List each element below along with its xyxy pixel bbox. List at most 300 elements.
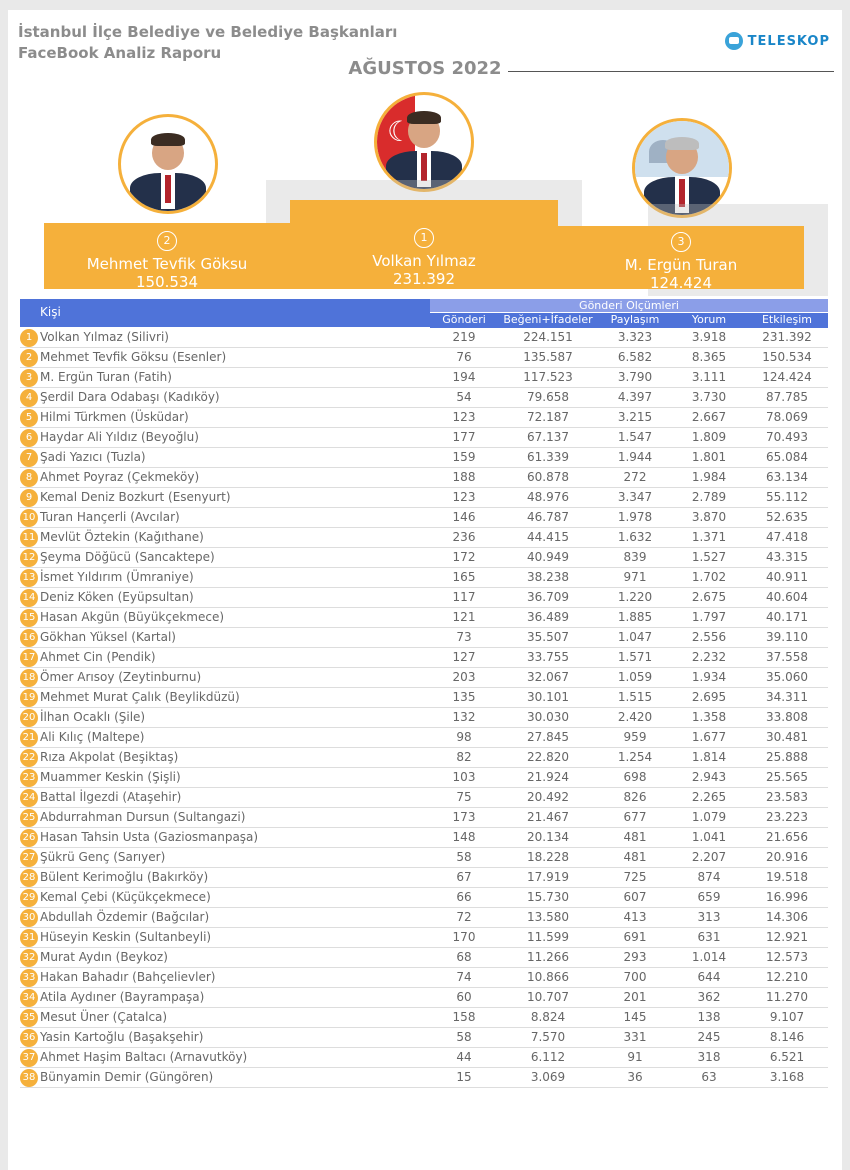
- podium-name: Volkan Yılmaz: [372, 252, 476, 270]
- person-name: Şeyma Döğücü (Sancaktepe): [40, 550, 215, 564]
- rank-badge: 28: [20, 869, 38, 887]
- person-name: Hüseyin Keskin (Sultanbeyli): [40, 930, 212, 944]
- cell-value: 82: [456, 750, 472, 764]
- person-name: Mesut Üner (Çatalca): [40, 1010, 168, 1024]
- person-name: Ömer Arısoy (Zeytinburnu): [40, 670, 202, 684]
- cell-value: 3.347: [617, 490, 653, 504]
- person-name: Turan Hançerli (Avcılar): [40, 510, 180, 524]
- cell-value: 1.809: [691, 430, 727, 444]
- cell-value: 158: [452, 1010, 476, 1024]
- cell-value: 231.392: [762, 330, 812, 344]
- person-name: Bülent Kerimoğlu (Bakırköy): [40, 870, 209, 884]
- person-name: Abdullah Özdemir (Bağcılar): [40, 910, 210, 924]
- cell-value: 839: [623, 550, 647, 564]
- cell-value: 700: [623, 970, 647, 984]
- table-row: [20, 408, 828, 428]
- cell-value: 127: [452, 650, 476, 664]
- cell-value: 177: [452, 430, 476, 444]
- cell-value: 11.599: [527, 930, 569, 944]
- cell-value: 67.137: [527, 430, 569, 444]
- table-row: [20, 788, 828, 808]
- table-row: [20, 1068, 828, 1088]
- person-name: Rıza Akpolat (Beşiktaş): [40, 750, 179, 764]
- cell-value: 33.755: [527, 650, 569, 664]
- cell-value: 40.911: [766, 570, 808, 584]
- cell-value: 36.489: [527, 610, 569, 624]
- rank-badge: 14: [20, 589, 38, 607]
- cell-value: 35.507: [527, 630, 569, 644]
- cell-value: 188: [452, 470, 476, 484]
- rank-badge: 38: [20, 1069, 38, 1087]
- cell-value: 46.787: [527, 510, 569, 524]
- cell-value: 313: [697, 910, 721, 924]
- cell-value: 2.789: [691, 490, 727, 504]
- cell-value: 40.949: [527, 550, 569, 564]
- report-month: AĞUSTOS 2022: [8, 58, 842, 79]
- cell-value: 159: [452, 450, 476, 464]
- cell-value: 481: [623, 850, 647, 864]
- cell-value: 138: [697, 1010, 721, 1024]
- cell-value: 91: [627, 1050, 643, 1064]
- rank-badge: 25: [20, 809, 38, 827]
- cell-value: 21.924: [527, 770, 569, 784]
- podium-name: M. Ergün Turan: [624, 256, 738, 274]
- podium-rank-2: [44, 223, 290, 289]
- rank-badge: 35: [20, 1009, 38, 1027]
- table-row: [20, 928, 828, 948]
- cell-value: 30.101: [527, 690, 569, 704]
- cell-value: 201: [623, 990, 647, 1004]
- table-row: [20, 748, 828, 768]
- cell-value: 150.534: [762, 350, 812, 364]
- col-yorum: Yorum: [691, 313, 727, 326]
- person-name: Murat Aydın (Beykoz): [40, 950, 168, 964]
- table-row: [20, 548, 828, 568]
- rank-badge: 5: [20, 409, 38, 427]
- cell-value: 1.059: [617, 670, 653, 684]
- cell-value: 1.527: [691, 550, 727, 564]
- rank-badge: 16: [20, 629, 38, 647]
- cell-value: 52.635: [766, 510, 808, 524]
- person-name: Bünyamin Demir (Güngören): [40, 1070, 214, 1084]
- teleskop-logo: [725, 32, 830, 50]
- table-row: [20, 328, 828, 348]
- cell-value: 224.151: [523, 330, 573, 344]
- cell-value: 293: [623, 950, 647, 964]
- person-name: Hilmi Türkmen (Üsküdar): [40, 410, 189, 424]
- person-name: Mehmet Murat Çalık (Beylikdüzü): [40, 690, 240, 704]
- telescope-icon: [725, 32, 743, 50]
- table-row: [20, 388, 828, 408]
- podium-value: 231.392: [392, 270, 456, 288]
- cell-value: 6.112: [530, 1050, 566, 1064]
- cell-value: 63: [701, 1070, 717, 1084]
- cell-value: 10.707: [527, 990, 569, 1004]
- cell-value: 1.978: [617, 510, 653, 524]
- logo-text: TELESKOP: [747, 33, 830, 49]
- rank-badge: 13: [20, 569, 38, 587]
- cell-value: 60.878: [527, 470, 569, 484]
- cell-value: 165: [452, 570, 476, 584]
- cell-value: 20.492: [527, 790, 569, 804]
- rank-badge: 12: [20, 549, 38, 567]
- rank-number: 1: [414, 228, 434, 248]
- table-row: [20, 808, 828, 828]
- rank-badge: 22: [20, 749, 38, 767]
- rank-badge: 36: [20, 1029, 38, 1047]
- cell-value: 481: [623, 830, 647, 844]
- table-row: [20, 568, 828, 588]
- table-row: [20, 1048, 828, 1068]
- table-row: [20, 728, 828, 748]
- cell-value: 2.556: [691, 630, 727, 644]
- cell-value: 3.111: [691, 370, 727, 384]
- cell-value: 8.824: [530, 1010, 566, 1024]
- rank-badge: 1: [20, 329, 38, 347]
- rank-badge: 34: [20, 989, 38, 1007]
- cell-value: 135: [452, 690, 476, 704]
- cell-value: 43.315: [766, 550, 808, 564]
- rank-badge: 2: [20, 349, 38, 367]
- rank-badge: 10: [20, 509, 38, 527]
- table-row: [20, 448, 828, 468]
- rank-badge: 6: [20, 429, 38, 447]
- person-name: İsmet Yıldırım (Ümraniye): [40, 570, 194, 584]
- rank-badge: 11: [20, 529, 38, 547]
- col-paylasim: Paylaşım: [610, 313, 660, 326]
- avatar-rank-1: [374, 92, 474, 192]
- table-row: [20, 488, 828, 508]
- table-row: [20, 628, 828, 648]
- cell-value: 22.820: [527, 750, 569, 764]
- rank-badge: 15: [20, 609, 38, 627]
- cell-value: 826: [623, 790, 647, 804]
- cell-value: 15: [456, 1070, 472, 1084]
- table-row: [20, 648, 828, 668]
- cell-value: 40.171: [766, 610, 808, 624]
- cell-value: 15.730: [527, 890, 569, 904]
- table-header: [20, 299, 828, 327]
- table-row: [20, 868, 828, 888]
- cell-value: 145: [623, 1010, 647, 1024]
- person-name: Ali Kılıç (Maltepe): [40, 730, 145, 744]
- cell-value: 1.515: [617, 690, 653, 704]
- cell-value: 12.921: [766, 930, 808, 944]
- cell-value: 644: [697, 970, 721, 984]
- cell-value: 36.709: [527, 590, 569, 604]
- cell-value: 1.814: [691, 750, 727, 764]
- cell-value: 54: [456, 390, 472, 404]
- person-name: Mevlüt Öztekin (Kağıthane): [40, 530, 204, 544]
- rank-badge: 19: [20, 689, 38, 707]
- cell-value: 73: [456, 630, 472, 644]
- cell-value: 1.944: [617, 450, 653, 464]
- cell-value: 725: [623, 870, 647, 884]
- cell-value: 172: [452, 550, 476, 564]
- rank-badge: 31: [20, 929, 38, 947]
- cell-value: 20.916: [766, 850, 808, 864]
- cell-value: 691: [623, 930, 647, 944]
- cell-value: 1.547: [617, 430, 653, 444]
- cell-value: 874: [697, 870, 721, 884]
- cell-value: 66: [456, 890, 472, 904]
- rank-badge: 3: [20, 369, 38, 387]
- cell-value: 219: [452, 330, 476, 344]
- cell-value: 21.656: [766, 830, 808, 844]
- cell-value: 44: [456, 1050, 472, 1064]
- header-metrics: [430, 299, 828, 327]
- cell-value: 2.420: [617, 710, 653, 724]
- cell-value: 117: [452, 590, 476, 604]
- cell-value: 173: [452, 810, 476, 824]
- cell-value: 98: [456, 730, 472, 744]
- cell-value: 146: [452, 510, 476, 524]
- person-name: Battal İlgezdi (Ataşehir): [40, 790, 182, 804]
- person-name: Deniz Köken (Eyüpsultan): [40, 590, 194, 604]
- cell-value: 1.041: [691, 830, 727, 844]
- table-row: [20, 848, 828, 868]
- avatar-rank-3: [632, 118, 732, 218]
- cell-value: 1.984: [691, 470, 727, 484]
- cell-value: 3.215: [617, 410, 653, 424]
- cell-value: 1.934: [691, 670, 727, 684]
- cell-value: 19.518: [766, 870, 808, 884]
- person-name: İlhan Ocaklı (Şile): [40, 710, 146, 724]
- cell-value: 2.695: [691, 690, 727, 704]
- cell-value: 47.418: [766, 530, 808, 544]
- rank-badge: 9: [20, 489, 38, 507]
- cell-value: 3.790: [617, 370, 653, 384]
- person-name: Şadi Yazıcı (Tuzla): [40, 450, 146, 464]
- cell-value: 79.658: [527, 390, 569, 404]
- cell-value: 23.583: [766, 790, 808, 804]
- table-row: [20, 508, 828, 528]
- table-row: [20, 948, 828, 968]
- cell-value: 39.110: [766, 630, 808, 644]
- person-name: Gökhan Yüksel (Kartal): [40, 630, 176, 644]
- cell-value: 11.266: [527, 950, 569, 964]
- report-page: [8, 10, 842, 1170]
- cell-value: 203: [452, 670, 476, 684]
- cell-value: 148: [452, 830, 476, 844]
- table-row: [20, 688, 828, 708]
- person-name: Kemal Çebi (Küçükçekmece): [40, 890, 211, 904]
- cell-value: 17.919: [527, 870, 569, 884]
- cell-value: 135.587: [523, 350, 573, 364]
- cell-value: 236: [452, 530, 476, 544]
- cell-value: 20.134: [527, 830, 569, 844]
- rank-badge: 4: [20, 389, 38, 407]
- cell-value: 9.107: [769, 1010, 805, 1024]
- rank-badge: 32: [20, 949, 38, 967]
- cell-value: 58: [456, 850, 472, 864]
- person-name: Volkan Yılmaz (Silivri): [40, 330, 169, 344]
- cell-value: 1.801: [691, 450, 727, 464]
- rank-badge: 18: [20, 669, 38, 687]
- cell-value: 121: [452, 610, 476, 624]
- rank-badge: 26: [20, 829, 38, 847]
- person-name: Şerdil Dara Odabaşı (Kadıköy): [40, 390, 220, 404]
- person-name: Muammer Keskin (Şişli): [40, 770, 181, 784]
- col-etkilesim: Etkileşim: [761, 313, 812, 326]
- rank-badge: 27: [20, 849, 38, 867]
- metrics-group-label: Gönderi Olçümleri: [579, 299, 679, 312]
- rank-badge: 8: [20, 469, 38, 487]
- cell-value: 971: [623, 570, 647, 584]
- cell-value: 1.571: [617, 650, 653, 664]
- table-row: [20, 828, 828, 848]
- cell-value: 35.060: [766, 670, 808, 684]
- podium-rank-3: [558, 226, 804, 292]
- cell-value: 76: [456, 350, 472, 364]
- title-line-1: İstanbul İlçe Belediye ve Belediye Başkanları: [18, 23, 398, 41]
- metrics-columns: [430, 312, 828, 328]
- cell-value: 44.415: [527, 530, 569, 544]
- cell-value: 60: [456, 990, 472, 1004]
- cell-value: 3.168: [769, 1070, 805, 1084]
- rank-badge: 30: [20, 909, 38, 927]
- cell-value: 2.943: [691, 770, 727, 784]
- cell-value: 36: [627, 1070, 643, 1084]
- cell-value: 3.323: [617, 330, 653, 344]
- table-row: [20, 988, 828, 1008]
- cell-value: 3.069: [530, 1070, 566, 1084]
- cell-value: 33.808: [766, 710, 808, 724]
- cell-value: 27.845: [527, 730, 569, 744]
- cell-value: 413: [623, 910, 647, 924]
- cell-value: 70.493: [766, 430, 808, 444]
- cell-value: 38.238: [527, 570, 569, 584]
- cell-value: 1.371: [691, 530, 727, 544]
- cell-value: 631: [697, 930, 721, 944]
- cell-value: 194: [452, 370, 476, 384]
- table-row: [20, 588, 828, 608]
- person-name: Ahmet Cin (Pendik): [40, 650, 156, 664]
- cell-value: 2.265: [691, 790, 727, 804]
- cell-value: 1.885: [617, 610, 653, 624]
- cell-value: 698: [623, 770, 647, 784]
- table-row: [20, 888, 828, 908]
- table-row: [20, 428, 828, 448]
- cell-value: 78.069: [766, 410, 808, 424]
- person-name: Ahmet Haşim Baltacı (Arnavutköy): [40, 1050, 248, 1064]
- rank-badge: 21: [20, 729, 38, 747]
- cell-value: 318: [697, 1050, 721, 1064]
- cell-value: 331: [623, 1030, 647, 1044]
- rank-badge: 37: [20, 1049, 38, 1067]
- cell-value: 6.521: [769, 1050, 805, 1064]
- podium-name: Mehmet Tevfik Göksu: [86, 255, 248, 273]
- cell-value: 32.067: [527, 670, 569, 684]
- cell-value: 4.397: [617, 390, 653, 404]
- person-name: Kemal Deniz Bozkurt (Esenyurt): [40, 490, 231, 504]
- cell-value: 13.580: [527, 910, 569, 924]
- cell-value: 30.481: [766, 730, 808, 744]
- person-name: M. Ergün Turan (Fatih): [40, 370, 172, 384]
- person-name: Ahmet Poyraz (Çekmeköy): [40, 470, 200, 484]
- cell-value: 362: [697, 990, 721, 1004]
- cell-value: 3.730: [691, 390, 727, 404]
- cell-value: 123: [452, 410, 476, 424]
- table-row: [20, 1008, 828, 1028]
- cell-value: 245: [697, 1030, 721, 1044]
- col-gonderi: Gönderi: [442, 313, 486, 326]
- cell-value: 959: [623, 730, 647, 744]
- cell-value: 37.558: [766, 650, 808, 664]
- cell-value: 68: [456, 950, 472, 964]
- cell-value: 103: [452, 770, 476, 784]
- header-person: Kişi: [20, 299, 430, 327]
- cell-value: 677: [623, 810, 647, 824]
- person-name: Hasan Akgün (Büyükçekmece): [40, 610, 225, 624]
- table-row: [20, 348, 828, 368]
- rank-badge: 24: [20, 789, 38, 807]
- rank-badge: 33: [20, 969, 38, 987]
- cell-value: 123: [452, 490, 476, 504]
- cell-value: 72: [456, 910, 472, 924]
- podium-rank-1: [290, 200, 558, 289]
- rank-number: 2: [157, 231, 177, 251]
- cell-value: 607: [623, 890, 647, 904]
- cell-value: 14.306: [766, 910, 808, 924]
- cell-value: 16.996: [766, 890, 808, 904]
- cell-value: 48.976: [527, 490, 569, 504]
- person-name: Hasan Tahsin Usta (Gaziosmanpaşa): [40, 830, 259, 844]
- table-row: [20, 908, 828, 928]
- cell-value: 1.047: [617, 630, 653, 644]
- rank-badge: 17: [20, 649, 38, 667]
- table-row: [20, 528, 828, 548]
- cell-value: 11.270: [766, 990, 808, 1004]
- table-row: [20, 468, 828, 488]
- person-name: Atila Aydıner (Bayrampaşa): [40, 990, 205, 1004]
- cell-value: 30.030: [527, 710, 569, 724]
- cell-value: 1.079: [691, 810, 727, 824]
- cell-value: 124.424: [762, 370, 812, 384]
- cell-value: 25.888: [766, 750, 808, 764]
- cell-value: 1.797: [691, 610, 727, 624]
- cell-value: 2.232: [691, 650, 727, 664]
- cell-value: 1.254: [617, 750, 653, 764]
- rank-badge: 7: [20, 449, 38, 467]
- cell-value: 1.677: [691, 730, 727, 744]
- rank-badge: 23: [20, 769, 38, 787]
- title-line-2: FaceBook Analiz Raporu: [18, 44, 222, 62]
- cell-value: 23.223: [766, 810, 808, 824]
- cell-value: 1.014: [691, 950, 727, 964]
- cell-value: 117.523: [523, 370, 573, 384]
- table-row: [20, 768, 828, 788]
- cell-value: 272: [623, 470, 647, 484]
- cell-value: 63.134: [766, 470, 808, 484]
- table-row: [20, 708, 828, 728]
- cell-value: 3.870: [691, 510, 727, 524]
- podium-value: 124.424: [649, 274, 713, 292]
- table-row: [20, 1028, 828, 1048]
- cell-value: 25.565: [766, 770, 808, 784]
- podium-value: 150.534: [135, 273, 199, 291]
- cell-value: 170: [452, 930, 476, 944]
- cell-value: 132: [452, 710, 476, 724]
- cell-value: 12.573: [766, 950, 808, 964]
- person-name: Yasin Kartoğlu (Başakşehir): [40, 1030, 204, 1044]
- table-row: [20, 968, 828, 988]
- rank-number: 3: [671, 232, 691, 252]
- rank-badge: 29: [20, 889, 38, 907]
- cell-value: 72.187: [527, 410, 569, 424]
- cell-value: 2.207: [691, 850, 727, 864]
- cell-value: 18.228: [527, 850, 569, 864]
